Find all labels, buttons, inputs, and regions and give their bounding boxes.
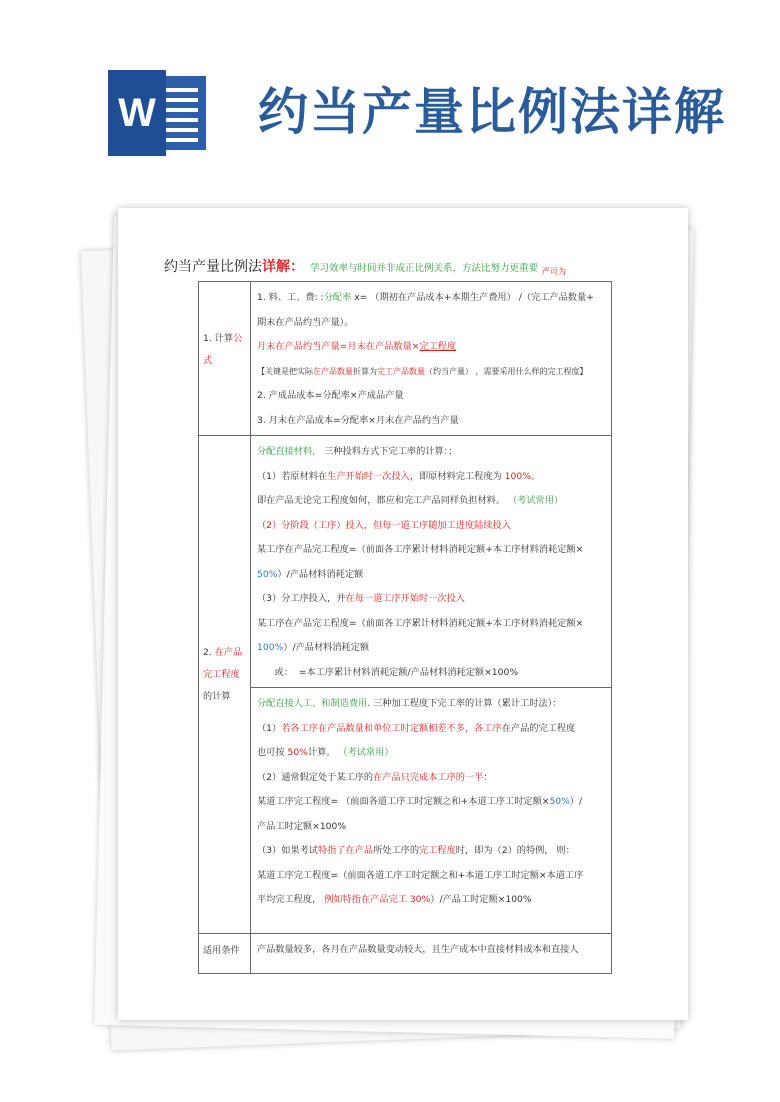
table-row: [199, 282, 612, 436]
row-content-labor: 分配直接人工、和制造费用. 三种加工程度下完工率的计算（累计工时法）： （1）若各工序在产品数量和单位工时定额相差不多，各工序在产品的完工程度 也可按 50%计算。 （考试常用） （2）通常假定处于某工序的在产品只完成本工序的一半： 某道工序完工程度= （前面各道工序工时定额之和+本道工序工时定额×50%）/ 产品工时定额×100% （3）如果考试特指了在产品所处工序的完工程度时，即为（2）的特例， 则： 某道工序完工程度=（前面各道工序工时定额之和+本道工序工时定额×本道工序 平均完工程度， 例如特指在产品完工 30%）/产品工时定额×100%: [251, 688, 612, 934]
table-row: [199, 436, 612, 688]
document-page: [118, 208, 688, 1020]
content-table: [198, 281, 612, 974]
heading-motto: 学习效率与时间并非成正比例关系，方法比努力更重要: [310, 263, 539, 274]
word-logo-icon: W: [108, 70, 206, 156]
row-content-formula: 1. 料、工、费: :分配率 x= （期初在产品成本+本期生产费用） /（完工产品数量+ 期末在产品约当产量）。 月末在产品约当产量=月末在产品数量×完工程度 【关键是把实际在产品数量折算为完工产品数量（约当产量） ，需要采用什么样的完工程度】 2. 产成品成本=分配率×产成品产量 3. 月末在产品成本=分配率×月末在产品约当产量: [251, 282, 612, 436]
table-row: [199, 688, 612, 934]
row-label-formula: 1. 计算公 式: [199, 282, 251, 436]
row-content-conditions: 产品数量较多，各月在产品数量变动较大，且生产成本中直接材料成本和直接人: [251, 934, 612, 974]
header: [0, 0, 780, 200]
heading-red: 详解：: [262, 259, 304, 275]
table-row: [199, 934, 612, 974]
page-title: 约当产量比例法详解: [258, 83, 726, 141]
document-heading: [164, 256, 566, 277]
heading-author: 严可为: [542, 267, 567, 276]
heading-black: 约当产量比例法: [164, 259, 262, 275]
row-content-material: 分配直接材料， 三种投料方式下完工率的计算：； （1）若原材料在生产开始时一次投入，即原材料完工程度为 100%。 即在产品无论完工程度如何，都应和完工产品同样负担材料。 （考试常用） （2）分阶段（工序）投入，但每一道工序随加工进度陆续投入 某工序在产品完工程度=（前面各工序累计材料消耗定额+本工序材料消耗定额× 50%）/产品材料消耗定额 （3）分工序投入，并在每一道工序开始时一次投入 某工序在产品完工程度=（前面各工序累计材料消耗定额+本工序材料消耗定额× 100%）/产品材料消耗定额 或： =本工序累计材料消耗定额/产品材料消耗定额×100%: [251, 436, 612, 688]
row-label-conditions: 适用条件: [199, 934, 251, 974]
row-label-completion: 2. 在产品 完工程度 的计算: [199, 436, 251, 934]
